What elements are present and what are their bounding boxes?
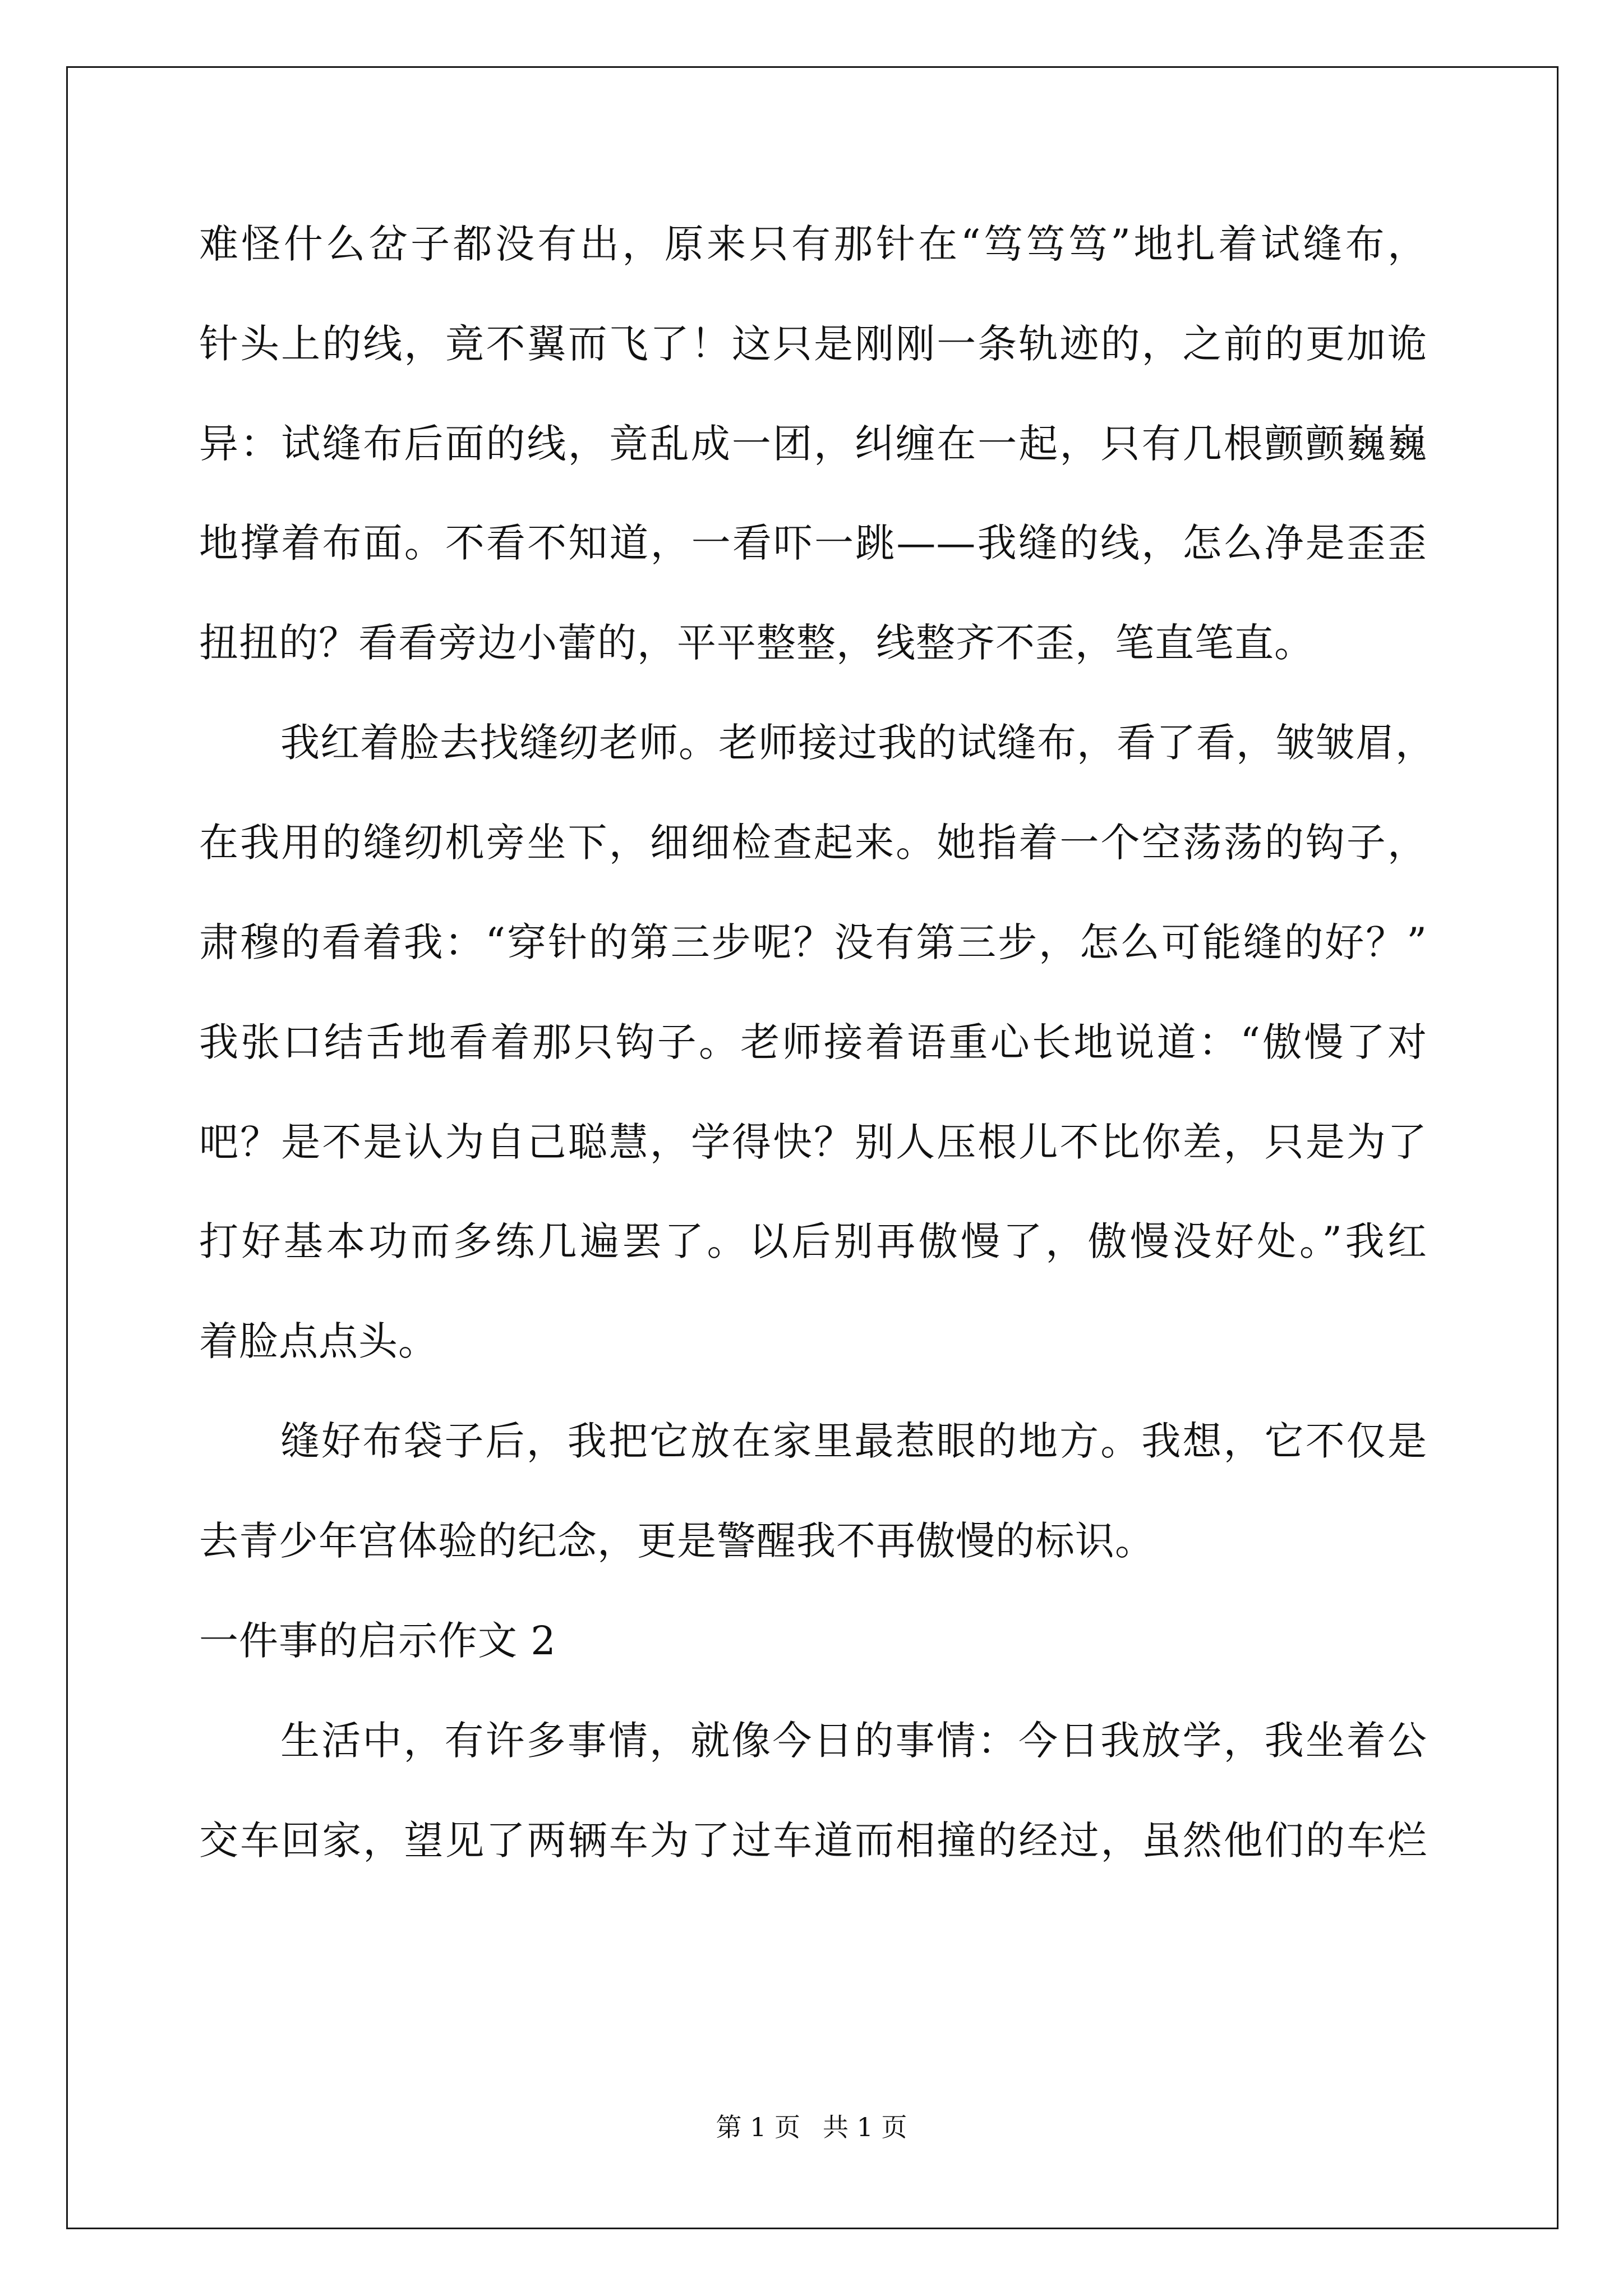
- paragraph-first-line: 我红着脸去找缝纫老师。老师接过我的试缝布，看了看，皱皱眉，: [280, 720, 1435, 766]
- section-heading: 一件事的启示作文 2: [199, 1618, 556, 1664]
- body-line: 肃穆的看着我：“穿针的第三步呢？没有第三步，怎么可能缝的好？”: [199, 919, 1427, 965]
- body-line: 难怪什么岔子都没有出，原来只有那针在“笃笃笃”地扎着试缝布，: [199, 221, 1427, 267]
- body-line: 在我用的缝纫机旁坐下，细细检查起来。她指着一个空荡荡的钩子，: [199, 820, 1427, 866]
- body-line: 异：试缝布后面的线，竟乱成一团，纠缠在一起，只有几根颤颤巍巍: [199, 421, 1427, 467]
- body-line: 去青少年宫体验的纪念，更是警醒我不再傲慢的标识。: [199, 1518, 1155, 1564]
- body-line: 着脸点点头。: [199, 1318, 438, 1364]
- body-line: 针头上的线，竟不翼而飞了！这只是刚刚一条轨迹的，之前的更加诡: [199, 321, 1427, 367]
- body-line: 吧？是不是认为自己聪慧，学得快？别人压根儿不比你差，只是为了: [199, 1119, 1427, 1165]
- paragraph-first-line: 缝好布袋子后，我把它放在家里最惹眼的地方。我想，它不仅是: [280, 1418, 1427, 1464]
- body-line: 交车回家，望见了两辆车为了过车道而相撞的经过，虽然他们的车烂: [199, 1818, 1427, 1864]
- body-line: 打好基本功而多练几遍罢了。以后别再傲慢了，傲慢没好处。”我红: [199, 1218, 1427, 1264]
- page-number: 第 1 页: [716, 2112, 800, 2142]
- page-footer: [0, 2110, 1623, 2144]
- paragraph-first-line: 生活中，有许多事情，就像今日的事情：今日我放学，我坐着公: [280, 1718, 1427, 1764]
- page-total: 共 1 页: [823, 2112, 907, 2142]
- body-line: 我张口结舌地看着那只钩子。老师接着语重心长地说道：“傲慢了对: [199, 1019, 1427, 1065]
- body-line: 地撑着布面。不看不知道，一看吓一跳——我缝的线，怎么净是歪歪: [199, 520, 1427, 566]
- body-line: 扭扭的？看看旁边小蕾的，平平整整，线整齐不歪，笔直笔直。: [199, 620, 1314, 666]
